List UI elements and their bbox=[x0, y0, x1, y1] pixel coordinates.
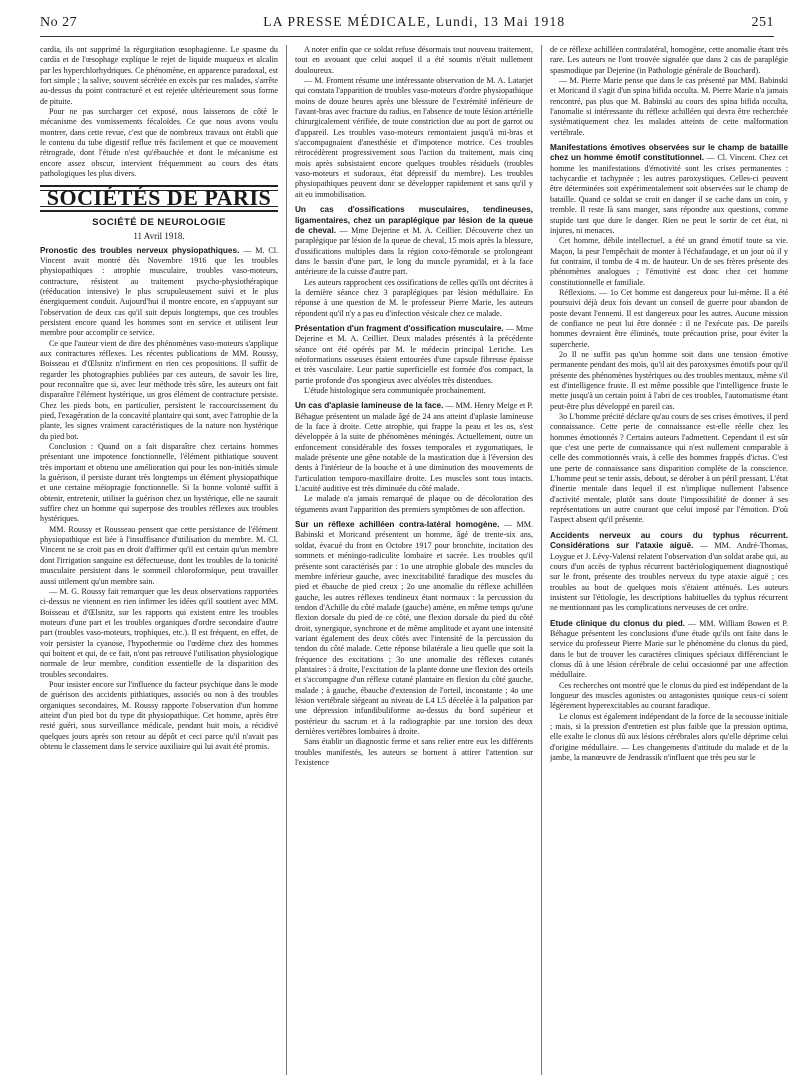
paragraph: Pour ne pas surcharger cet exposé, nous laisserons de côté le mécanisme des vomissements fécaloïdes. Ce que nous avons voulu montrer, dans cette revue, c'est que de nombreux travaux ont établi que le contenu du tube digestif reflue très facilement et que ce mouvement rétrograde, dont l'étude n'est qu'ébauchée et dont le mécanisme est encore assez obscur, intervient fréquemment au cours des états pathologiques les plus divers. bbox=[40, 107, 278, 179]
paragraph: — Cl. Vincent. Chez cet homme les manifestations d'émotivité sont les crises permanentes : tachycardie et tachypnée ; les autres paroxystiques. Celles-ci peuvent être déterminées soit expérimentalement soit observées sur le champ de bataille. Quand ce soldat se croit en danger il se cache dans un coin, y tremble. Il reste là sans manger, sans répondre aux questions, comme stupide tant que dure le danger. Rien ne peut le sortir de cet état, ni injures, ni menaces. bbox=[550, 153, 788, 235]
paragraph: — M. Pierre Marie pense que dans le cas présenté par MM. Babinski et Moricand il s'agit d'un spina bifida occulta. M. Pierre Marie n'a jamais rencontré, pas plus que M. Babinski au cours des spina bifida occulta, l'anomalie si intéressante du réflexe achilléen qui devra être recherchée systématiquement chez les malades atteints de cette malformation vertébrale. bbox=[550, 76, 788, 137]
column-2 bbox=[295, 45, 533, 1075]
section-banner bbox=[40, 185, 278, 211]
article-title: Présentation d'un fragment d'ossification musculaire. bbox=[295, 323, 504, 333]
paragraph: Les auteurs rapprochent ces ossifications de celles qu'ils ont décrites à la dernière séance chez 3 paraplégiques par lésion médullaire. En réponse à une question de M. le professeur Pierre Marie, les auteurs répondent qu'il n'y a pas eu d'infection vésicale chez ce malade. bbox=[295, 277, 533, 318]
paragraph: — MM. Babinski et Moricand présentent un homme, âgé de trente-six ans, soldat, évacué du front en Octobre 1917 pour bronchite, incitation des sommets et méningo-radiculite lombaire et sacrée. Les troubles qu'il présente sont caractérisés par : 1o une atrophie globale des muscles du membre inférieur gauche, avec inexcitabilité faradique des muscles du pied et ébauche de pied creux ; 2o une anomalie du réflexe achilléen gauche, les autres réflexes tendineux étant normaux : la percussion du tendon d'Achille du côté malade (gauche) amène, en même temps qu'une flexion dorsale du pied de ce côté, une flexion dorsale du pied du côté droit, synergique, synchrone et de même amplitude et ayant une intensité variant également des deux côtés avec l'intensité de la percussion du tendon du côté malade. Cette réponse bilatérale a lieu quelle que soit la fréquence des excitations ; 3o une anomalie des réflexes cutanés plantaires : à droite, l'excitation de la plante donne une flexion des orteils et s'accompagne d'un réflexe cutané plantaire en flexion du côté gauche, malade ; à gauche, ébauche d'extension de l'orteil, inconstante ; 4o une lésion vertébrale siégeant au niveau de L4 L5 décelée à la palpation par une dépression infundibuliforme au-dessus du bord supérieur et postérieur du sacrum et à la radiographie par une torsion des deux dernières vertèbres lombaires à droite. bbox=[295, 520, 533, 736]
paragraph: de ce réflexe achilléen contralatéral, homogène, cette anomalie étant très rare. Les auteurs ne l'ont trouvée signalée que dans 2 cas de paraplégie spasmodique par Dejerine (in Pathologie générale de Bouchard). bbox=[550, 45, 788, 75]
paragraph: cardia, ils ont supprimé la régurgitation œsophagienne. Le spasme du cardia et de l'œsophage explique le rejet de liquide muqueux et alcalin par les hyperchlorhydriques. Ce phénomène, en apparence paradoxal, est fort simple ; la salive, souvent sécrétée en excès par ces malades, s'arrête au-dessus du point contracturé et est rejetée ultérieurement sous forme de pituite. bbox=[40, 45, 278, 106]
article-title: Pronostic des troubles nerveux physiopathiques. bbox=[40, 245, 240, 255]
paragraph: A noter enfin que ce soldat refuse désormais tout nouveau traitement, tout en avouant que celui auquel il a été soumis n'était nullement douloureux. bbox=[295, 45, 533, 75]
paragraph: L'étude histologique sera communiquée prochainement. bbox=[304, 386, 486, 395]
page-number: 251 bbox=[751, 15, 774, 30]
article-title: Manifestations émotives observées sur le champ de bataille chez un homme émotif constitutionnel. bbox=[550, 143, 788, 163]
paragraph: 3o L'homme précité déclare qu'au cours de ses crises émotives, il perd connaissance. Cette perte de connaissance est-elle réelle chez les hommes émotionnés ? Certains auteurs l'admettent. Cependant il est sûr que c'est une perte de connaissance qui n'est nullement comparable à celle des commotionnés vrais, à celle des hommes frappés d'ictus. C'est une perte de connaissance sans disparition complète de la conscience. L'homme peut se tenir assis, debout, se dérober à un péril pressant. L'état d'inertie mentale dans lequel il est n'implique nullement l'absence d'activité mentale, plutôt sans doute l'impossibilité de donner à ses représentations un autre courant que celui imposé par l'émotion. D'où l'aspect absent qu'il présente. bbox=[550, 412, 788, 525]
column-1 bbox=[40, 45, 278, 1075]
column-3 bbox=[550, 45, 788, 1075]
paragraph: — MM. William Bowen et P. Béhague présentent les conclusions d'une étude qu'ils ont faite dans le service du professeur Pierre Marie sur le phénomène du clonus du pied, dans le but de trouver les caractères cliniques spéciaux différenciant le clonus dû à une lésion cérébrale de celui occasionné par une affection médullaire. bbox=[550, 618, 788, 680]
paragraph: Ce que l'auteur vient de dire des phénomènes vaso-moteurs s'applique aux contractures réflexes. Les récentes publications de MM. Roussy, Boisseau et d'Œlsnitz n'infirment en rien ces propositions. Il suffit de regarder les photographies publiées par ces auteurs, de savoir les lire, pour reconnaître que si, avec leur méthode très sûre, les auteurs ont fait disparaître l'élément hystérique, un gros élément de contracture persiste. Chez les pieds bots, en particulier, persistent le raccourcissement du pied, l'exagération de la concavité plantaire qui sont, avec l'atrophie de la plante, les signes vraiment caractéristiques de la nature non hystérique du pied bot. bbox=[40, 338, 278, 441]
column-rule bbox=[286, 45, 287, 1075]
paragraph: MM. Roussy et Rousseau pensent que cette persistance de l'élément physiopathique est liée à l'insuffisance d'utilisation du membre. M. Cl. Vincent ne se croit pas en droit d'affirmer qu'il est certain qu'un membre dont l'irrigation sanguine est défectueuse, dont les troubles de la tonicité musculaire persistent dans le sommeil chloroformique, peut travailler aussi utilement qu'un membre sain. bbox=[40, 524, 278, 586]
society-heading: SOCIÉTÉ DE NEUROLOGIE bbox=[92, 216, 226, 228]
paragraph: Pour insister encore sur l'influence du facteur psychique dans le mode de guérison des accidents pithiatiques, associés ou non à des troubles organiques secondaires, M. Roussy rapporte l'observation d'un homme atteint d'un pied bot du type dit physiopathique. Cet homme, après être resté guéri, sous surveillance médicale, pendant huit mois, a récidivé quelques jours après son retour au dépôt et ceci parce qu'il n'avait pas obtenu le classement dans le service auxiliaire qui lui avait été promis. bbox=[40, 679, 278, 751]
paragraph: — MM. André-Thomas, Loygue et J. Lévy-Valensi relatent l'observation d'un soldat arabe qui, au cours d'un accès de typhus récurrent bactériologiquement diagnostiqué sur le front, présente des troubles nerveux du type ataxie aiguë ; ces troubles au bout de quelques mois s'étaient atténués. Les auteurs insistent sur l'étiologie, les descriptions habituelles du typhus récurrent ne mentionnant pas les complications nerveuses de cet ordre. bbox=[550, 541, 788, 613]
paragraph: Sans établir un diagnostic ferme et sans relier entre eux les différents troubles manifestés, les auteurs se bornent à attirer l'attention sur l'existence bbox=[295, 737, 533, 768]
paragraph: Ces recherches ont montré que le clonus du pied est indépendant de la longueur des muscles agonistes ou antagonistes quoique ceux-ci soient légèrement hyperexcitables au courant faradique. bbox=[550, 680, 788, 711]
paragraph: — M. Froment résume une intéressante observation de M. A. Latarjet qui constata l'apparition de troubles vaso-moteurs d'ordre physiopathique moins de douze heures après une blessure de l'extrémité inférieure de l'avant-bras avec fracture du radius, en l'absence de toute lésion artérielle chirurgicalement vérifiée, de toute constriction due au port de garrot ou d'appareil. Les troubles vaso-moteurs remontaient jusqu'à mi-bras et s'accompagnaient d'anesthésie et d'impotence motrice. Ces troubles rétrocédèrent progressivement sous l'action du traitement, mais cinq mois après subsistaient encore quelques troubles résiduels (troubles vaso-moteurs et sudoraux, état dépressif du membre). Les troubles physiopathiques peuvent donc se développer rapidement et sans qu'il y ait eu immobilisation. bbox=[295, 76, 533, 199]
paragraph: Réflexions. — 1o Cet homme est dangereux pour lui-même. Il a été poursuivi déjà deux fois devant un conseil de guerre pour abandon de poste devant l'ennemi. Il est dangereux pour les autres. Aucune mission de confiance ne peut lui être donnée : il ne l'exécute pas. De pareils hommes devraient être éliminés, toute précaution prise, pour éviter la supercherie. bbox=[550, 287, 788, 349]
section-banner-title: SOCIÉTÉS DE PARIS bbox=[40, 190, 278, 206]
paragraph: Le malade n'a jamais remarqué de plaque ou de décoloration des téguments avant l'apparition des premiers symptômes de son affection. bbox=[295, 494, 533, 514]
session-date: 11 Avril 1918. bbox=[133, 231, 185, 242]
paragraph: Conclusion : Quand on a fait disparaître chez certains hommes présentant une impotence fonctionnelle, l'élément pithiatique souvent très important et obtenu une amélioration qui pour les non-initiés simule la guérison, il persiste durant très longtemps un élément physiopathique et une certaine méiopragie fonctionnelle. Si la bonne volonté suffit à obtenir, entretenir, utiliser la guérison chez un hystérique, elle ne saurait suffire chez un homme qui superpose des troubles réflexes aux troubles hystériques. bbox=[40, 442, 278, 524]
article-title: Accidents nerveux au cours du typhus récurrent. Considérations sur l'ataxie aiguë. bbox=[550, 530, 788, 551]
running-head bbox=[40, 14, 774, 37]
paragraph: Le clonus est également indépendant de la force de la secousse initiale ; mais, si la pression d'entretien est plus faible que la pression optima, elle exalte le clonus dû aux lésions cérébrales alors qu'elle déprime celui d'origine médullaire. — Les changements d'attitude du malade et de la jambe, la manœuvre de Jendrassik n'influent que très peu sur le bbox=[550, 711, 788, 763]
paragraph: 2o Il ne suffit pas qu'un homme soit dans une tension émotive permanente pendant des mois, qu'il ait des paroxysmes émotifs pour qu'il présente des phénomènes hystériques ou des troubles mentaux, même s'il est d'intelligence fruste. Il est même possible que l'intelligence fruste le mette jusqu'à un certain point à l'abri de ces troubles, l'automatisme étant peut-être plus développé en pareil cas. bbox=[550, 349, 788, 411]
article-title: Un cas d'aplasie lamineuse de la face. bbox=[295, 401, 444, 411]
paragraph: — M. Cl. Vincent avait montré dès Novembre 1916 que les troubles physiopathiques : atrophie musculaire, troubles vaso-moteurs, contracture, résistent au traitement psycho-physiothérapique (rééducation intensive) le plus scrupuleusement suivi et le plus énergiquement conduit. Aujourd'hui il montre encore, en s'appuyant sur l'observation de deux cas qu'il suit depuis longtemps, que ces troubles persistent encore quand les hommes sont en service et utilisent leur membre pour accomplir ce service. bbox=[40, 245, 278, 338]
paragraph: — M. G. Roussy fait remarquer que les deux observations rapportées ci-dessus ne viennent en rien infirmer les idées qu'il soutient avec MM. Boisseau et d'Œlsnitz, sur les rapports qui existent entre les troubles moteurs d'une part et les troubles organiques d'ordre secondaire d'autre part (troubles vaso-moteurs, trophiques, etc.). Il est fréquent, en effet, de voir persister la cyanose, l'hypothermie ou l'œdème chez des hommes qui boitent et qui, de ce fait, n'ont pas retrouvé l'utilisation physiologique normale de leur membre, condition essentielle de la disparition des troubles secondaires. bbox=[40, 586, 278, 679]
issue-number: No 27 bbox=[40, 15, 78, 30]
article-title: Sur un réflexe achilléen contra-latéral homogène. bbox=[295, 520, 500, 530]
column-rule bbox=[541, 45, 542, 1075]
journal-title: LA PRESSE MÉDICALE, Lundi, 13 Mai 1918 bbox=[263, 14, 566, 29]
article-title: Etude clinique du clonus du pied. bbox=[550, 618, 686, 628]
article-title: Un cas d'ossifications musculaires, tendineuses, ligamentaires, chez un paraplégique par lésion de la queue de cheval. bbox=[295, 205, 533, 235]
paragraph: Découverte chez un paraplégique par lésion de la queue de cheval, 15 mois après la blessure, d'ossifications multiples dans la région coxo-fémorale se prolongeant dans le bassin d'une part, le long du muscle pyramidal, et à la face antérieure de la cuisse d'autre part. bbox=[295, 225, 533, 277]
paragraph: Cet homme, débile intellectuel, a été un grand émotif toute sa vie. Maçon, la peur l'empêchait de monter à l'échafaudage, et un jour où il y fut contraint, il tomba de 4 m. de hauteur. Un de ses frères présente des phénomènes analogues ; l'émotivité est donc chez cet homme constitutionnelle et familiale. bbox=[550, 236, 788, 287]
paragraph: — MM. Henry Meige et P. Béhague présentent un malade âgé de 24 ans atteint d'aplasie lamineuse de la face à droite. Cette atrophie, qui frappe la peau et les os, s'est développée à la suite de phénomènes méningés. Actuellement, outre un enfoncement considérable des fosses temporales et zygomatiques, le malade présente une gêne notable de la mastication due à l'éversion des dents à l'intérieur de la bouche et à une diminution des mouvements de l'articulation temporo-maxillaire droite. Les muscles sont tous intacts. L'acuité auditive est très diminuée du côté malade. bbox=[295, 401, 533, 494]
paragraph: — Mme Dejerine et M. A. Ceillier. Deux malades présentés à la précédente séance ont été opérés par M. le médecin principal Leriche. Les néoformations osseuses étaient entourées d'une capsule fibreuse épaisse et très vasculaire. Leur partie superficielle est formée d'os compact, la partie profonde d'os spongieux avec alvéoles très distendues. bbox=[295, 323, 533, 385]
article-authors: — Mme Dejerine et M. A. Ceillier. bbox=[339, 225, 463, 235]
